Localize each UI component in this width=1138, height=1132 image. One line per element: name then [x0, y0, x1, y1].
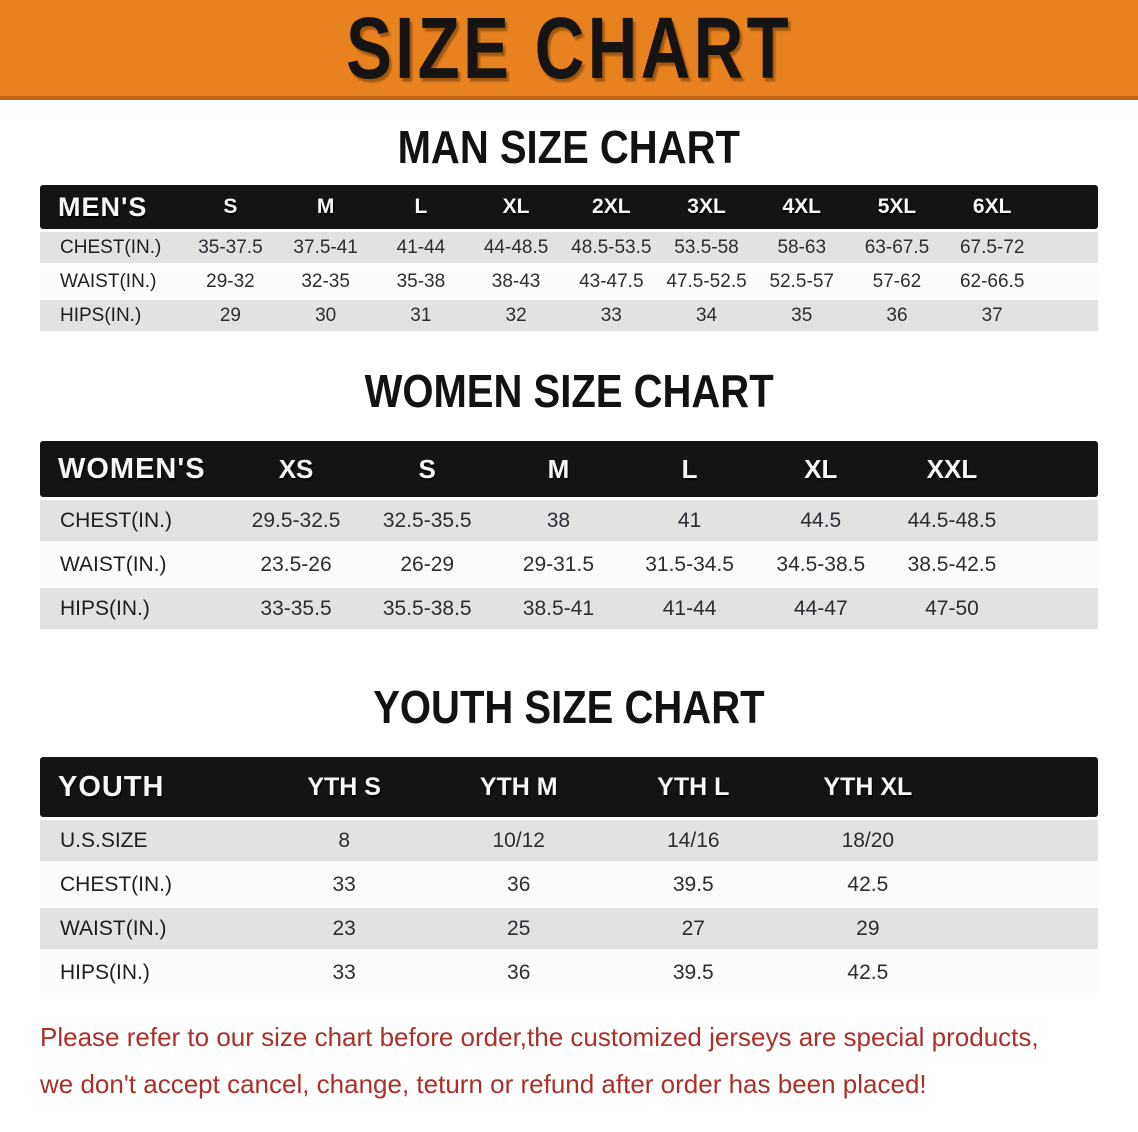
row-label-cell: HIPS(IN.): [40, 588, 230, 629]
value-cell: 37.5-41: [278, 232, 373, 263]
table-title-cell: YOUTH: [40, 757, 257, 817]
disclaimer-note: [40, 1014, 1098, 1108]
table-row: [40, 300, 1098, 331]
disclaimer-line-2: we don't accept cancel, change, teturn or refund after order has been placed!: [40, 1069, 927, 1099]
value-cell: 35: [754, 300, 849, 331]
value-cell: 33-35.5: [230, 588, 361, 629]
size-header-cell: 5XL: [849, 185, 944, 229]
spacer-cell: [955, 864, 1098, 905]
value-cell: 25: [431, 908, 606, 949]
row-label-cell: WAIST(IN.): [40, 544, 230, 585]
spacer-cell: [1040, 300, 1098, 331]
value-cell: 27: [606, 908, 781, 949]
value-cell: 63-67.5: [849, 232, 944, 263]
row-label-cell: HIPS(IN.): [40, 300, 183, 331]
size-header-cell: L: [373, 185, 468, 229]
value-cell: 41: [624, 500, 755, 541]
value-cell: 30: [278, 300, 373, 331]
table-row: [40, 500, 1098, 541]
value-cell: 36: [849, 300, 944, 331]
spacer-cell: [955, 820, 1098, 861]
size-chart-banner: [0, 0, 1138, 100]
table-row: [40, 952, 1098, 993]
header-row: [40, 441, 1098, 497]
table-row: [40, 544, 1098, 585]
table-row: [40, 588, 1098, 629]
size-header-cell: S: [183, 185, 278, 229]
value-cell: 31.5-34.5: [624, 544, 755, 585]
value-cell: 14/16: [606, 820, 781, 861]
size-header-cell: YTH L: [606, 757, 781, 817]
value-cell: 34.5-38.5: [755, 544, 886, 585]
value-cell: 52.5-57: [754, 266, 849, 297]
spacer-cell: [955, 952, 1098, 993]
men-size-table: [40, 182, 1098, 334]
value-cell: 44.5: [755, 500, 886, 541]
value-cell: 32.5-35.5: [362, 500, 493, 541]
size-header-cell: 3XL: [659, 185, 754, 229]
value-cell: 36: [431, 864, 606, 905]
youth-size-table: [40, 754, 1098, 996]
spacer-cell: [1018, 588, 1098, 629]
spacer-cell: [1040, 266, 1098, 297]
table-row: [40, 820, 1098, 861]
value-cell: 35.5-38.5: [362, 588, 493, 629]
table-title-cell: MEN'S: [40, 185, 183, 229]
size-header-cell: M: [278, 185, 373, 229]
size-header-cell: XL: [755, 441, 886, 497]
row-label-cell: CHEST(IN.): [40, 500, 230, 541]
value-cell: 41-44: [373, 232, 468, 263]
spacer-cell: [1018, 441, 1098, 497]
row-label-cell: U.S.SIZE: [40, 820, 257, 861]
value-cell: 29.5-32.5: [230, 500, 361, 541]
header-row: [40, 185, 1098, 229]
size-header-cell: YTH S: [257, 757, 432, 817]
value-cell: 47-50: [886, 588, 1017, 629]
spacer-cell: [1018, 500, 1098, 541]
value-cell: 32: [468, 300, 563, 331]
value-cell: 62-66.5: [945, 266, 1040, 297]
size-header-cell: 6XL: [945, 185, 1040, 229]
value-cell: 33: [564, 300, 659, 331]
table-row: [40, 908, 1098, 949]
spacer-cell: [955, 757, 1098, 817]
value-cell: 33: [257, 864, 432, 905]
spacer-cell: [1018, 544, 1098, 585]
value-cell: 35-37.5: [183, 232, 278, 263]
women-chart-heading: WOMEN SIZE CHART: [364, 365, 774, 417]
size-header-cell: YTH M: [431, 757, 606, 817]
value-cell: 39.5: [606, 952, 781, 993]
value-cell: 29-32: [183, 266, 278, 297]
youth-size-section: [0, 681, 1138, 996]
value-cell: 33: [257, 952, 432, 993]
spacer-cell: [1040, 185, 1098, 229]
value-cell: 38: [493, 500, 624, 541]
header-row: [40, 757, 1098, 817]
value-cell: 36: [431, 952, 606, 993]
value-cell: 29-31.5: [493, 544, 624, 585]
row-label-cell: HIPS(IN.): [40, 952, 257, 993]
value-cell: 38.5-41: [493, 588, 624, 629]
value-cell: 48.5-53.5: [564, 232, 659, 263]
value-cell: 44.5-48.5: [886, 500, 1017, 541]
banner-title: SIZE CHART: [345, 0, 793, 97]
women-size-table: [40, 438, 1098, 632]
size-header-cell: S: [362, 441, 493, 497]
value-cell: 34: [659, 300, 754, 331]
value-cell: 42.5: [781, 864, 956, 905]
value-cell: 29: [781, 908, 956, 949]
table-row: [40, 232, 1098, 263]
men-chart-heading: MAN SIZE CHART: [397, 121, 741, 173]
value-cell: 58-63: [754, 232, 849, 263]
value-cell: 57-62: [849, 266, 944, 297]
value-cell: 35-38: [373, 266, 468, 297]
value-cell: 38-43: [468, 266, 563, 297]
value-cell: 23: [257, 908, 432, 949]
value-cell: 38.5-42.5: [886, 544, 1017, 585]
value-cell: 44-47: [755, 588, 886, 629]
row-label-cell: CHEST(IN.): [40, 232, 183, 263]
value-cell: 67.5-72: [945, 232, 1040, 263]
row-label-cell: WAIST(IN.): [40, 908, 257, 949]
size-header-cell: M: [493, 441, 624, 497]
size-header-cell: 2XL: [564, 185, 659, 229]
value-cell: 32-35: [278, 266, 373, 297]
value-cell: 8: [257, 820, 432, 861]
value-cell: 47.5-52.5: [659, 266, 754, 297]
value-cell: 53.5-58: [659, 232, 754, 263]
row-label-cell: CHEST(IN.): [40, 864, 257, 905]
value-cell: 42.5: [781, 952, 956, 993]
spacer-cell: [1040, 232, 1098, 263]
size-header-cell: XL: [468, 185, 563, 229]
value-cell: 29: [183, 300, 278, 331]
size-header-cell: XXL: [886, 441, 1017, 497]
size-header-cell: YTH XL: [781, 757, 956, 817]
value-cell: 39.5: [606, 864, 781, 905]
value-cell: 31: [373, 300, 468, 331]
value-cell: 18/20: [781, 820, 956, 861]
value-cell: 37: [945, 300, 1040, 331]
disclaimer-line-1: Please refer to our size chart before order,the customized jerseys are special products,: [40, 1022, 1039, 1052]
spacer-cell: [955, 908, 1098, 949]
value-cell: 23.5-26: [230, 544, 361, 585]
value-cell: 10/12: [431, 820, 606, 861]
size-header-cell: 4XL: [754, 185, 849, 229]
youth-chart-heading: YOUTH SIZE CHART: [373, 681, 765, 733]
value-cell: 26-29: [362, 544, 493, 585]
size-header-cell: L: [624, 441, 755, 497]
row-label-cell: WAIST(IN.): [40, 266, 183, 297]
table-row: [40, 266, 1098, 297]
size-header-cell: XS: [230, 441, 361, 497]
table-title-cell: WOMEN'S: [40, 441, 230, 497]
women-size-section: [0, 365, 1138, 632]
value-cell: 44-48.5: [468, 232, 563, 263]
men-size-section: [0, 121, 1138, 334]
value-cell: 41-44: [624, 588, 755, 629]
value-cell: 43-47.5: [564, 266, 659, 297]
table-row: [40, 864, 1098, 905]
